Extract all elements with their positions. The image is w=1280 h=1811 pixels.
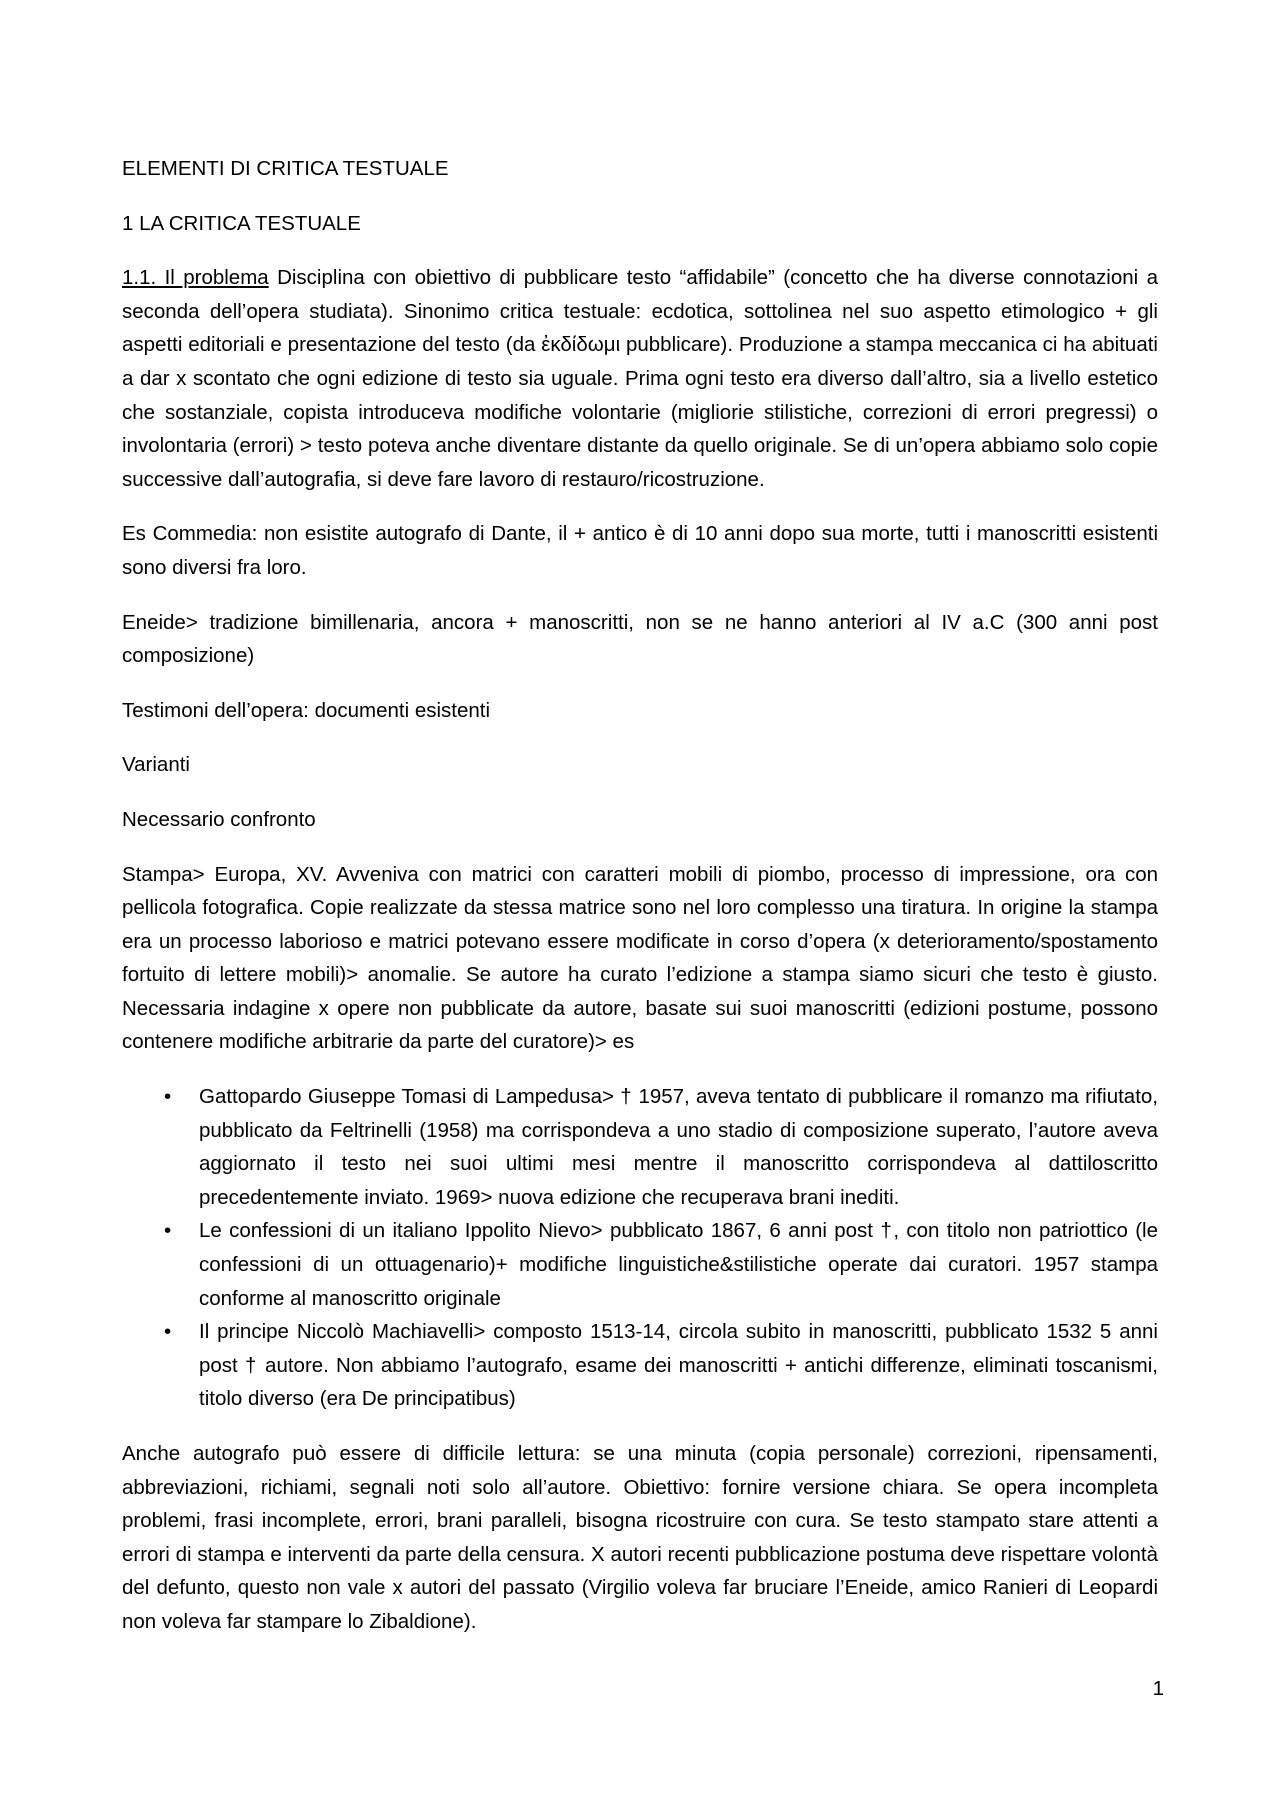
list-item-text: Il principe Niccolò Machiavelli> composto 1513-14, circola subito in manoscritti, pubblicato 1532 5 anni post † autore. Non abbiamo l’autografo, esame dei manoscritti + antichi differenze, eliminati toscanismi, titolo diverso (era De principatibus) xyxy=(199,1320,1158,1411)
paragraph-autografo: Anche autografo può essere di difficile lettura: se una minuta (copia personale) correzioni, ripensamenti, abbreviazioni, richiami, segnali noti solo all’autore. Obiettivo: fornire versione chiara. Se opera incompleta problemi, frasi incomplete, errori, brani paralleli, bisogna ricostruire con cura. Se testo stampato stare attenti a errori di stampa e interventi da parte della censura. X autori recenti pubblicazione postuma deve rispettare volontà del defunto, questo non vale x autori del passato (Virgilio voleva far bruciare l’Eneide, amico Ranieri di Leopardi non voleva far stampare lo Zibaldione). xyxy=(122,1442,1158,1633)
bullet-icon: • xyxy=(164,1219,172,1243)
list-item xyxy=(122,1214,1158,1315)
paragraph-varianti: Varianti xyxy=(122,753,190,777)
list-item xyxy=(122,1080,1158,1214)
paragraph-confronto: Necessario confronto xyxy=(122,807,316,831)
list-item-text: Le confessioni di un italiano Ippolito Nievo> pubblicato 1867, 6 anni post †, con titolo non patriottico (le confessioni di un ottuagenario)+ modifiche linguistiche&stilistiche operate dai curatori. 1957 stampa conforme al manoscritto originale xyxy=(199,1219,1158,1310)
page-number: 1 xyxy=(1152,1677,1164,1700)
section-heading: 1 LA CRITICA TESTUALE xyxy=(122,211,361,235)
paragraph-problem xyxy=(122,261,1158,496)
subsection-heading: 1.1. Il problema xyxy=(122,266,269,290)
list-item-text: Gattopardo Giuseppe Tomasi di Lampedusa> † 1957, aveva tentato di pubblicare il romanzo ma rifiutato, pubblicato da Feltrinelli (1958) ma corrispondeva a uno stadio di composizione superato, l’autore aveva aggiornato il testo nei suoi ultimi mesi mentre il manoscritto corrispondeva al dattiloscritto precedentemente inviato. 1969> nuova edizione che recuperava brani inediti. xyxy=(199,1085,1158,1209)
paragraph-problem-text: Disciplina con obiettivo di pubblicare testo “affidabile” (concetto che ha diverse connotazioni a seconda dell’opera studiata). Sinonimo critica testuale: ecdotica, sottolinea nel suo aspetto etimologico + gli aspetti editoriali e presentazione del testo (da ἐκδίδωμι pubblicare). Produzione a stampa meccanica ci ha abituati a dar x scontato che ogni edizione di testo sia uguale. Prima ogni testo era diverso dall’altro, sia a livello estetico che sostanziale, copista introduceva modifiche volontarie (migliorie stilistiche, correzioni di errori pregressi) o involontaria (errori) > testo poteva anche diventare distante da quello originale. Se di un’opera abbiamo solo copie successive dall’autografia, si deve fare lavoro di restauro/ricostruzione. xyxy=(122,266,1158,491)
document-title: ELEMENTI DI CRITICA TESTUALE xyxy=(122,157,449,180)
list-item xyxy=(122,1315,1158,1416)
bullet-icon: • xyxy=(164,1320,172,1344)
page-content xyxy=(122,152,1158,1660)
paragraph-stampa: Stampa> Europa, XV. Avveniva con matrici con caratteri mobili di piombo, processo di impressione, ora con pellicola fotografica. Copie realizzate da stessa matrice sono nel loro complesso una tiratura. In origine la stampa era un processo laborioso e matrici potevano essere modificate in corso d’opera (x deterioramento/spostamento fortuito di lettere mobili)> anomalie. Se autore ha curato l’edizione a stampa siamo sicuri che testo è giusto. Necessaria indagine x opere non pubblicate da autore, basate sui suoi manoscritti (edizioni postume, possono contenere modifiche arbitrarie da parte del curatore)> es xyxy=(122,862,1158,1054)
paragraph-commedia: Es Commedia: non esistite autografo di Dante, il + antico è di 10 anni dopo sua morte, tutti i manoscritti esistenti sono diversi fra loro. xyxy=(122,522,1158,579)
examples-list xyxy=(122,1080,1158,1416)
bullet-icon: • xyxy=(164,1085,172,1109)
paragraph-eneide: Eneide> tradizione bimillenaria, ancora + manoscritti, non se ne hanno anteriori al IV a.C (300 anni post composizione) xyxy=(122,610,1158,668)
paragraph-testimoni: Testimoni dell’opera: documenti esistenti xyxy=(122,698,491,722)
